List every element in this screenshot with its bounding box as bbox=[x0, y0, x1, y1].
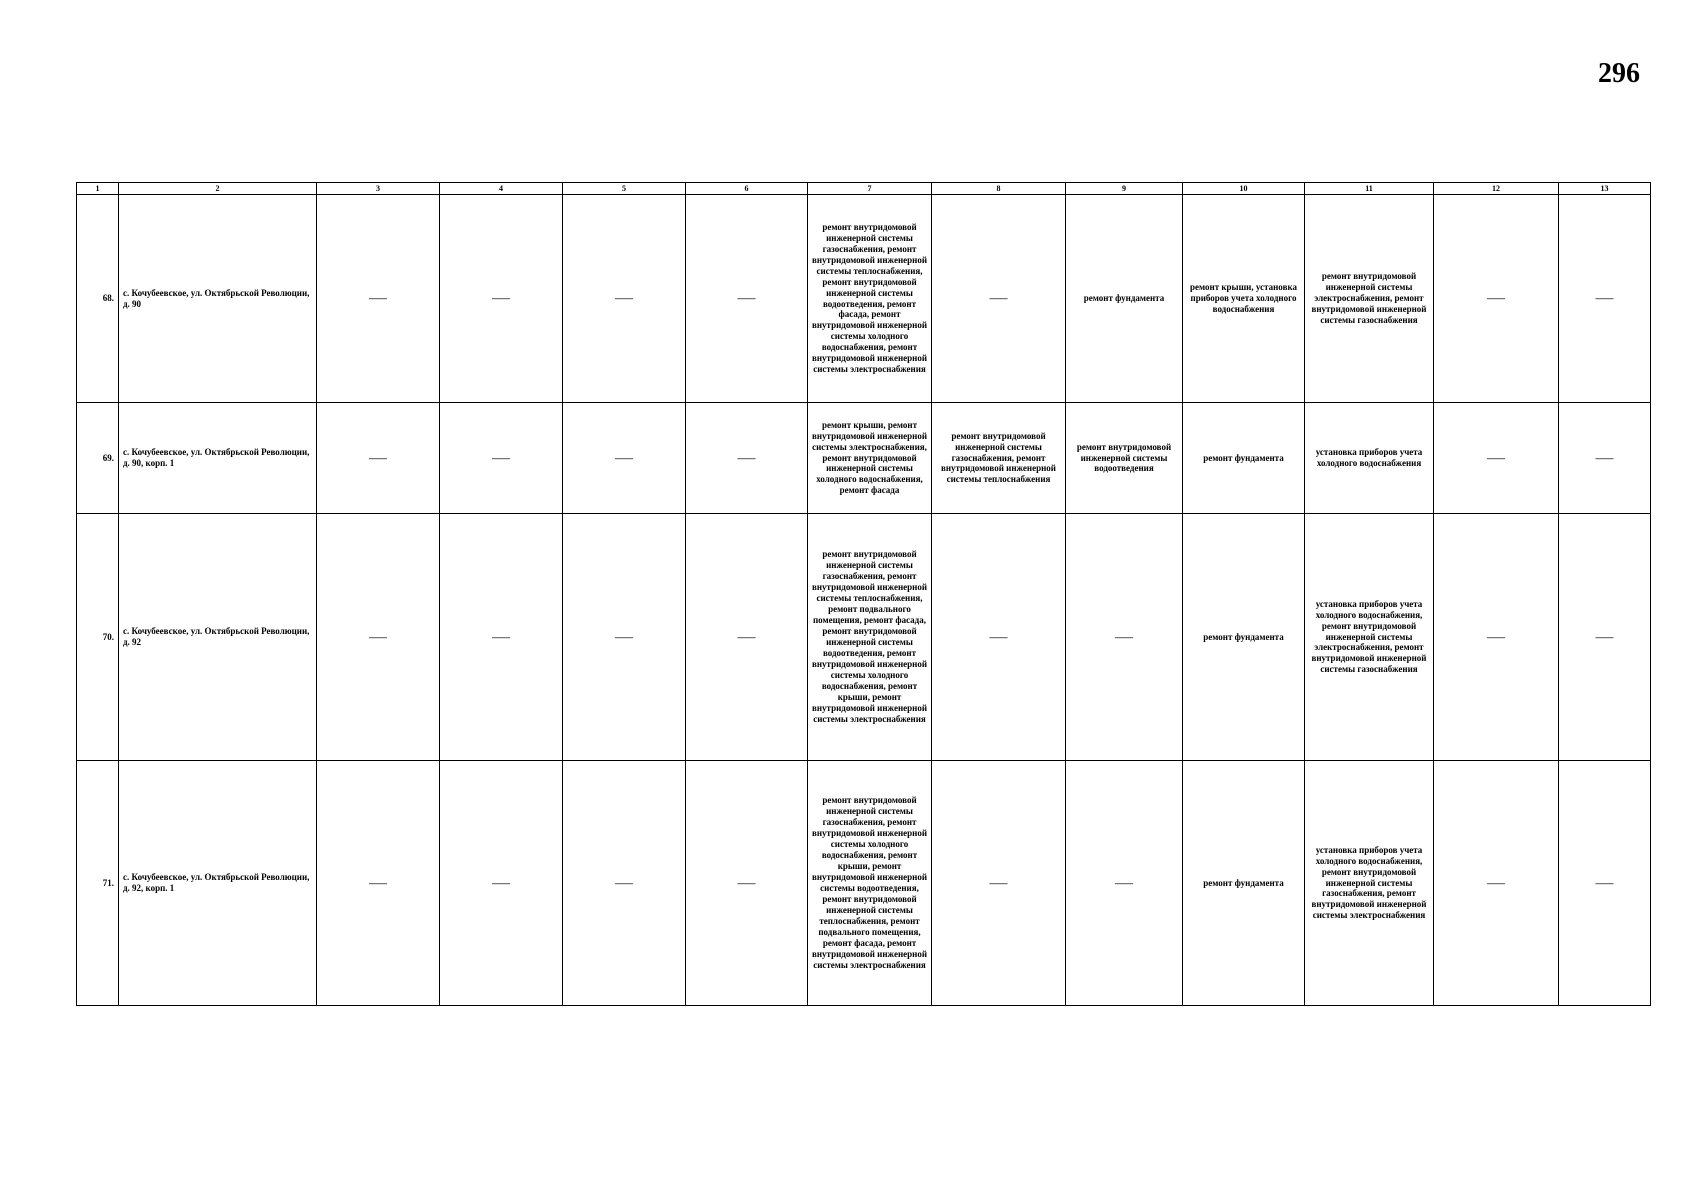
empty-dash-cell: —— bbox=[1434, 403, 1559, 514]
address-cell: с. Кочубеевское, ул. Октябрьской Революции, д. 90, корп. 1 bbox=[119, 403, 317, 514]
address-cell: с. Кочубеевское, ул. Октябрьской Революции, д. 90 bbox=[119, 195, 317, 403]
empty-dash-cell: —— bbox=[1559, 761, 1651, 1006]
empty-dash-cell: —— bbox=[563, 514, 686, 761]
column-header: 10 bbox=[1183, 183, 1305, 195]
work-type-cell: ремонт внутридомовой инженерной системы водоотведения bbox=[1066, 403, 1183, 514]
work-type-cell: ремонт внутридомовой инженерной системы газоснабжения, ремонт внутридомовой инженерной системы теплоснабжения, ремонт подвального помещения, ремонт фасада, ремонт внутридомовой инженерной системы водоотведения, ремонт внутридомовой инженерной системы холодного водоснабжения, ремонт крыши, ремонт внутридомовой инженерной системы электроснабжения bbox=[808, 514, 932, 761]
work-type-cell: ремонт фундамента bbox=[1066, 195, 1183, 403]
work-type-cell: установка приборов учета холодного водоснабжения, ремонт внутридомовой инженерной системы электроснабжения, ремонт внутридомовой инженерной системы газоснабжения bbox=[1305, 514, 1434, 761]
table-row bbox=[77, 403, 1651, 514]
row-number: 68. bbox=[77, 195, 119, 403]
empty-dash-cell: —— bbox=[1434, 195, 1559, 403]
column-header: 2 bbox=[119, 183, 317, 195]
empty-dash-cell: —— bbox=[1559, 514, 1651, 761]
row-number: 70. bbox=[77, 514, 119, 761]
column-header: 8 bbox=[932, 183, 1066, 195]
table-body bbox=[77, 195, 1651, 1006]
empty-dash-cell: —— bbox=[932, 195, 1066, 403]
table-row bbox=[77, 514, 1651, 761]
work-type-cell: ремонт крыши, установка приборов учета холодного водоснабжения bbox=[1183, 195, 1305, 403]
empty-dash-cell: —— bbox=[686, 403, 808, 514]
empty-dash-cell: —— bbox=[563, 195, 686, 403]
work-type-cell: ремонт фундамента bbox=[1183, 403, 1305, 514]
work-type-cell: ремонт крыши, ремонт внутридомовой инженерной системы электроснабжения, ремонт внутридомовой инженерной системы холодного водоснабжения, ремонт фасада bbox=[808, 403, 932, 514]
column-number-row bbox=[77, 183, 1651, 195]
empty-dash-cell: —— bbox=[563, 761, 686, 1006]
empty-dash-cell: —— bbox=[932, 761, 1066, 1006]
work-type-cell: установка приборов учета холодного водоснабжения, ремонт внутридомовой инженерной системы газоснабжения, ремонт внутридомовой инженерной системы электроснабжения bbox=[1305, 761, 1434, 1006]
column-header: 11 bbox=[1305, 183, 1434, 195]
empty-dash-cell: —— bbox=[1066, 761, 1183, 1006]
column-header: 5 bbox=[563, 183, 686, 195]
empty-dash-cell: —— bbox=[686, 514, 808, 761]
empty-dash-cell: —— bbox=[440, 761, 563, 1006]
address-cell: с. Кочубеевское, ул. Октябрьской Революции, д. 92, корп. 1 bbox=[119, 761, 317, 1006]
table-row bbox=[77, 761, 1651, 1006]
work-type-cell: ремонт фундамента bbox=[1183, 514, 1305, 761]
empty-dash-cell: —— bbox=[932, 514, 1066, 761]
empty-dash-cell: —— bbox=[440, 514, 563, 761]
empty-dash-cell: —— bbox=[1434, 761, 1559, 1006]
address-cell: с. Кочубеевское, ул. Октябрьской Революции, д. 92 bbox=[119, 514, 317, 761]
work-type-cell: ремонт внутридомовой инженерной системы газоснабжения, ремонт внутридомовой инженерной системы теплоснабжения, ремонт внутридомовой инженерной системы водоотведения, ремонт фасада, ремонт внутридомовой инженерной системы холодного водоснабжения, ремонт внутридомовой инженерной системы электроснабжения bbox=[808, 195, 932, 403]
table-row bbox=[77, 195, 1651, 403]
empty-dash-cell: —— bbox=[1434, 514, 1559, 761]
empty-dash-cell: —— bbox=[317, 403, 440, 514]
column-header: 4 bbox=[440, 183, 563, 195]
work-type-cell: ремонт внутридомовой инженерной системы электроснабжения, ремонт внутридомовой инженерной системы газоснабжения bbox=[1305, 195, 1434, 403]
column-header: 9 bbox=[1066, 183, 1183, 195]
empty-dash-cell: —— bbox=[317, 761, 440, 1006]
column-header: 13 bbox=[1559, 183, 1651, 195]
column-header: 7 bbox=[808, 183, 932, 195]
empty-dash-cell: —— bbox=[1559, 403, 1651, 514]
empty-dash-cell: —— bbox=[317, 514, 440, 761]
empty-dash-cell: —— bbox=[686, 195, 808, 403]
column-header: 12 bbox=[1434, 183, 1559, 195]
empty-dash-cell: —— bbox=[440, 195, 563, 403]
empty-dash-cell: —— bbox=[686, 761, 808, 1006]
work-type-cell: ремонт внутридомовой инженерной системы газоснабжения, ремонт внутридомовой инженерной системы теплоснабжения bbox=[932, 403, 1066, 514]
row-number: 69. bbox=[77, 403, 119, 514]
empty-dash-cell: —— bbox=[563, 403, 686, 514]
column-header: 1 bbox=[77, 183, 119, 195]
row-number: 71. bbox=[77, 761, 119, 1006]
work-type-cell: установка приборов учета холодного водоснабжения bbox=[1305, 403, 1434, 514]
empty-dash-cell: —— bbox=[317, 195, 440, 403]
work-type-cell: ремонт внутридомовой инженерной системы газоснабжения, ремонт внутридомовой инженерной системы холодного водоснабжения, ремонт крыши, ремонт внутридомовой инженерной системы водоотведения, ремонт внутридомовой инженерной системы теплоснабжения, ремонт подвального помещения, ремонт фасада, ремонт внутридомовой инженерной системы электроснабжения bbox=[808, 761, 932, 1006]
repair-schedule-table bbox=[76, 182, 1651, 1006]
empty-dash-cell: —— bbox=[440, 403, 563, 514]
work-type-cell: ремонт фундамента bbox=[1183, 761, 1305, 1006]
page-number: 296 bbox=[1598, 58, 1640, 89]
empty-dash-cell: —— bbox=[1559, 195, 1651, 403]
column-header: 3 bbox=[317, 183, 440, 195]
empty-dash-cell: —— bbox=[1066, 514, 1183, 761]
column-header: 6 bbox=[686, 183, 808, 195]
